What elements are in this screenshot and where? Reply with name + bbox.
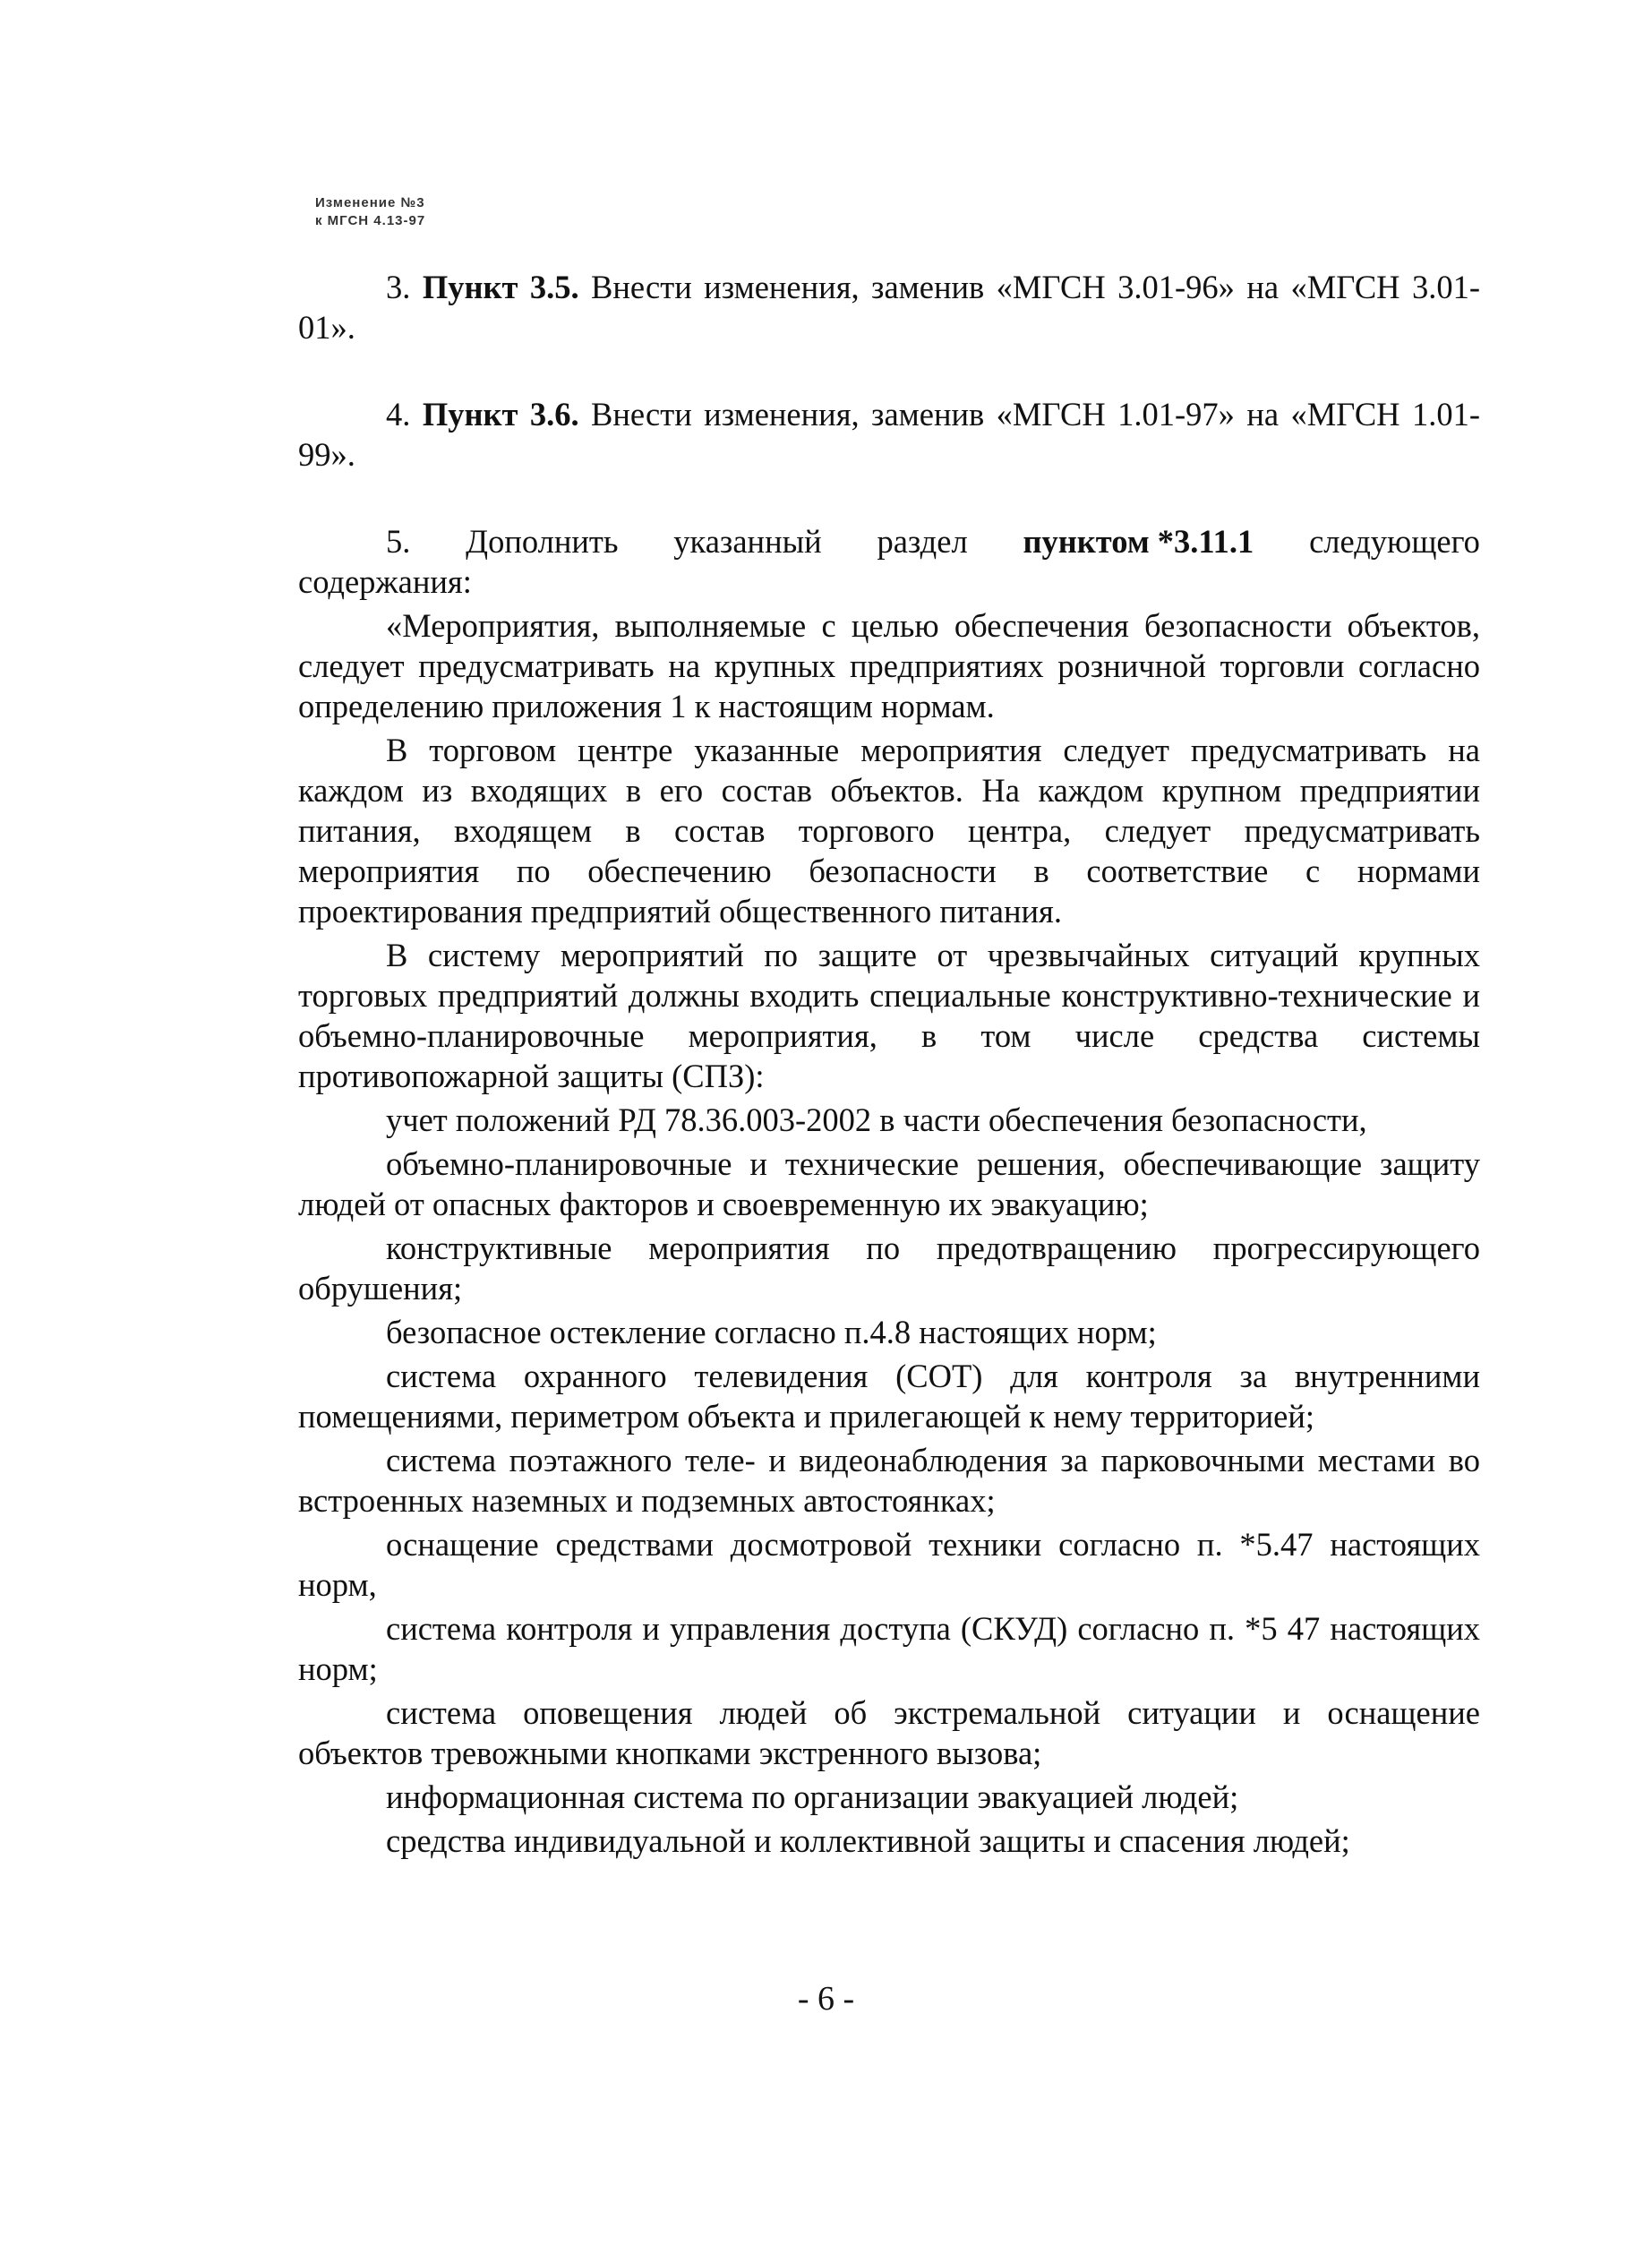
- item-3-number: 3.: [386, 269, 411, 305]
- item-3: [298, 267, 1480, 347]
- item-5: [298, 521, 1480, 602]
- item-5-word-2: указанный: [673, 523, 822, 560]
- paragraph: В торговом центре указанные мероприятия следует предусматривать на каждом из входящих в его состав объектов. На каждом крупном предприятии питания, входящем в состав торгового центра, следует предусматривать мероприятия по обеспечению безопасности в соответствие с нормами проектирования предприятий общественного питания.: [298, 732, 1480, 930]
- list-item: информационная система по организации эвакуацией людей;: [386, 1778, 1239, 1815]
- item-3-bold-label: Пункт 3.5.: [422, 269, 579, 305]
- item-5-word-1: Дополнить: [466, 523, 619, 560]
- list-item: система контроля и управления доступа (СКУД) согласно п. *5 47 настоящих норм;: [298, 1610, 1480, 1687]
- list-item: система оповещения людей об экстремальной ситуации и оснащение объектов тревожными кнопками экстренного вызова;: [298, 1694, 1480, 1771]
- list-item: безопасное остекление согласно п.4.8 настоящих норм;: [386, 1314, 1157, 1350]
- item-4: [298, 394, 1480, 475]
- list-item: учет положений РД 78.36.003-2002 в части обеспечения безопасности,: [386, 1101, 1367, 1138]
- list-item: оснащение средствами досмотровой техники согласно п. *5.47 настоящих норм,: [298, 1526, 1480, 1603]
- item-4-bold-label: Пункт 3.6.: [422, 396, 579, 433]
- document-header: [315, 194, 425, 230]
- list-item: объемно-планировочные и технические решения, обеспечивающие защиту людей от опасных факторов и своевременную их эвакуацию;: [298, 1145, 1480, 1222]
- header-line-2: к МГСН 4.13-97: [315, 213, 426, 228]
- item-5-word-3: раздел: [877, 523, 968, 560]
- item-5-continuation: содержания:: [298, 563, 472, 600]
- document-body: [298, 267, 1480, 1861]
- paragraph: «Мероприятия, выполняемые с целью обеспечения безопасности объектов, следует предусматривать на крупных предприятиях розничной торговли согласно определению приложения 1 к настоящим нормам.: [298, 607, 1480, 724]
- item-4-text: Внести изменения, заменив «МГСН 1.01-97» на «МГСН 1.01-99».: [298, 396, 1480, 473]
- item-5-number: 5.: [386, 523, 411, 560]
- list-item: средства индивидуальной и коллективной защиты и спасения людей;: [386, 1822, 1350, 1859]
- header-line-1: Изменение №3: [315, 195, 425, 210]
- item-4-number: 4.: [386, 396, 411, 433]
- paragraph: В систему мероприятий по защите от чрезвычайных ситуаций крупных торговых предприятий должны входить специальные конструктивно-технические и объемно-планировочные мероприятия, в том числе средства системы противопожарной защиты (СПЗ):: [298, 937, 1480, 1094]
- item-3-text: Внести изменения, заменив «МГСН 3.01-96» на «МГСН 3.01-01».: [298, 269, 1480, 346]
- list-item: система поэтажного теле- и видеонаблюдения за парковочными местами во встроенных наземных и подземных автостоянках;: [298, 1442, 1480, 1519]
- list-item: конструктивные мероприятия по предотвращению прогрессирующего обрушения;: [298, 1230, 1480, 1307]
- item-5-bold-label: пунктом *3.11.1: [1023, 523, 1254, 560]
- list-item: система охранного телевидения (СОТ) для контроля за внутренними помещениями, периметром объекта и прилегающей к нему территорией;: [298, 1358, 1480, 1435]
- item-5-word-4: следующего: [1309, 523, 1480, 560]
- item-5-first-line: [298, 521, 1480, 561]
- page-number: - 6 -: [797, 1980, 855, 2018]
